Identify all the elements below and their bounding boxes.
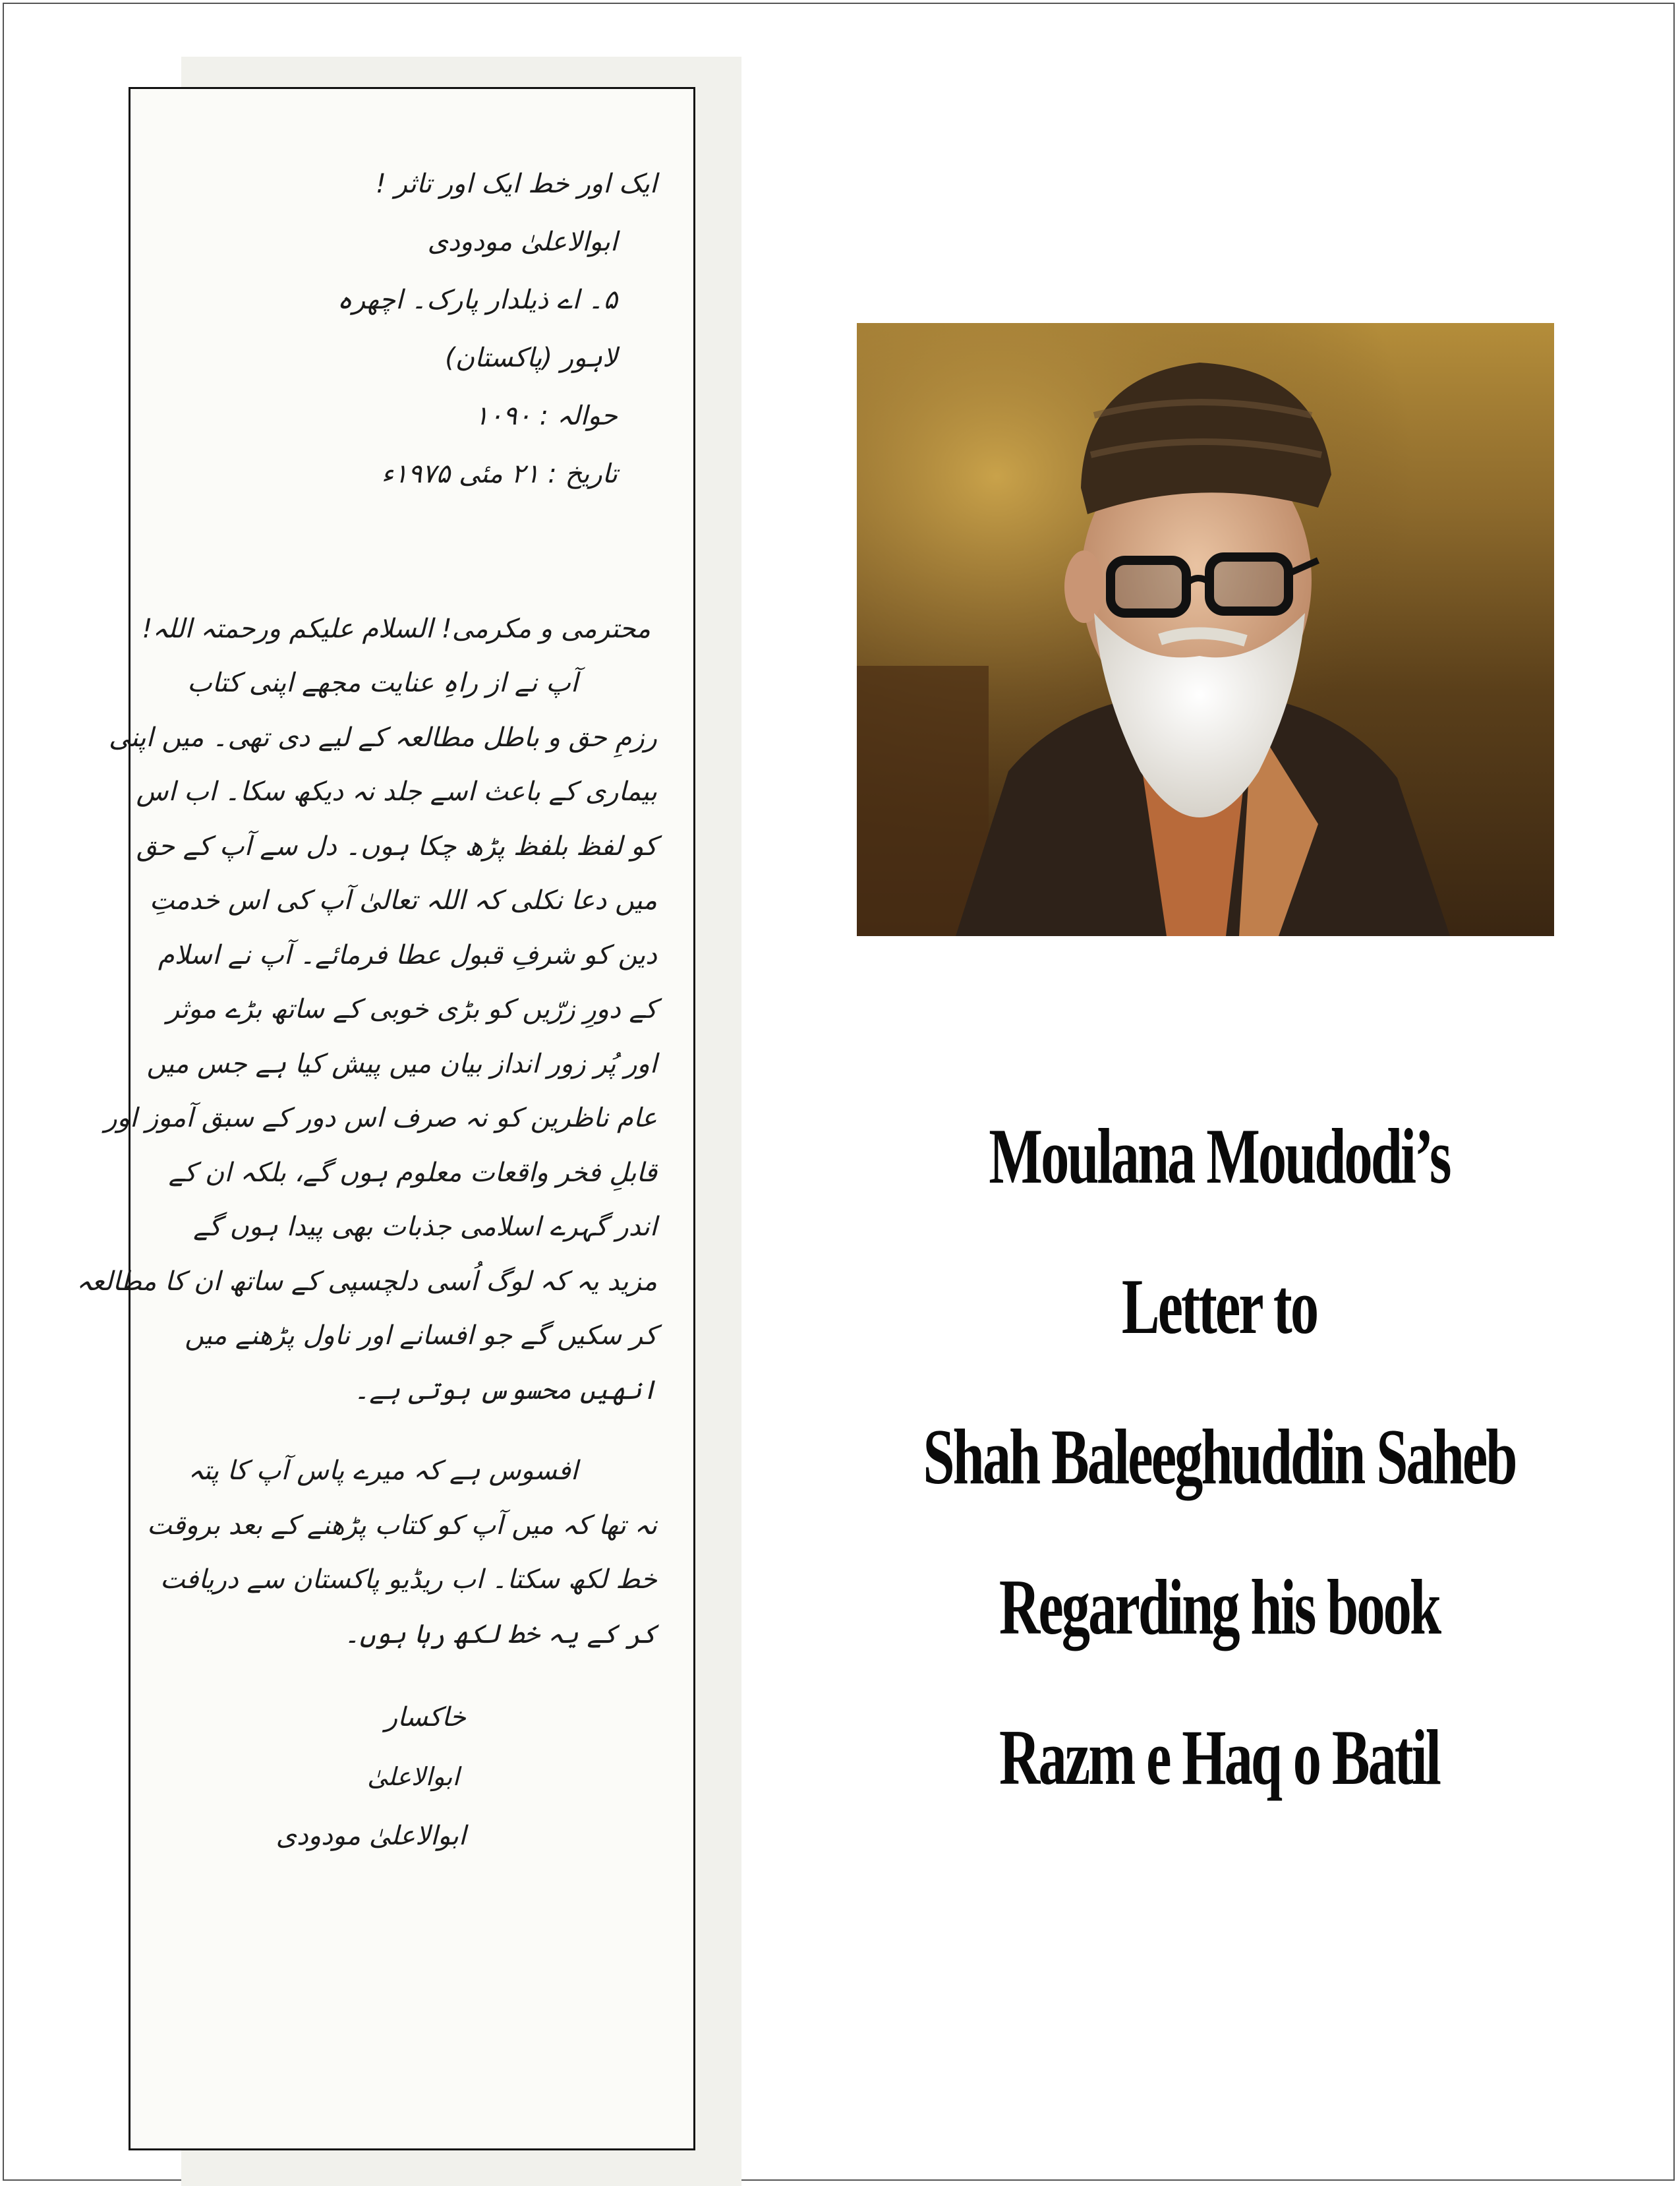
title-line: Regarding his book — [999, 1563, 1440, 1651]
portrait-illustration — [857, 323, 1554, 936]
letter-reference: حوالہ : ۱۰۹۰ — [475, 401, 618, 431]
letter-date: تاریخ : ۲۱ مئی ۱۹۷۵ء — [381, 459, 618, 489]
title-line: Moulana Moudodi’s — [989, 1112, 1450, 1200]
letter-signature: ابوالاعلیٰ — [367, 1762, 459, 1791]
letterhead-city: لاہور (پاکستان) — [445, 343, 618, 373]
letter-line: افسوس ہے کہ میرے پاس آپ کا پتہ — [188, 1456, 578, 1486]
letter-line: بیماری کے باعث اسے جلد نہ دیکھ سکا۔ اب اس — [136, 777, 657, 807]
glasses-icon — [1111, 557, 1318, 613]
letter-line: اور پُر زور انداز بیان میں پیش کیا ہے جس میں — [146, 1048, 657, 1079]
letter-scan — [76, 87, 695, 2150]
letterhead-name: ابوالاعلیٰ مودودی — [427, 227, 618, 257]
title-line: Shah Baleeghuddin Saheb — [923, 1413, 1516, 1500]
letter-closing: خاکسار — [384, 1702, 466, 1732]
letter-line: مزید یہ کہ لوگ اُسی دلچسپی کے ساتھ ان کا مطالعہ — [76, 1266, 657, 1297]
letter-line: کو لفظ بلفظ پڑھ چکا ہوں۔ دل سے آپ کے حق — [136, 831, 657, 862]
letter-line: دین کو شرفِ قبول عطا فرمائے۔ آپ نے اسلام — [158, 939, 657, 970]
letter-line: خط لکھ سکتا۔ اب ریڈیو پاکستان سے دریافت — [159, 1564, 657, 1595]
letter-line: کر کے یہ خط لکھ رہا ہوں۔ — [344, 1618, 657, 1649]
letter-line: نہ تھا کہ میں آپ کو کتاب پڑھنے کے بعد بروقت — [147, 1510, 657, 1541]
letter-line: کے دورِ زرّیں کو بڑی خوبی کے ساتھ بڑے موثر — [166, 994, 657, 1024]
title-line: Letter to — [1121, 1262, 1318, 1350]
letter-salutation: محترمی و مکرمی! السلام علیکم ورحمتہ اللہ! — [142, 614, 651, 644]
title-line: Razm e Haq o Batil — [999, 1713, 1440, 1801]
letter-line: میں دعا نکلی کہ اللہ تعالیٰ آپ کی اس خدمتِ — [149, 885, 657, 916]
letter-body — [76, 155, 657, 2109]
letter-line: عام ناظرین کو نہ صرف اس دور کے سبق آموز اور — [104, 1103, 657, 1133]
letterhead-address: ۵۔ اے ذیلدار پارک۔ اچھرہ — [337, 285, 618, 315]
letter-sender-name: ابوالاعلیٰ مودودی — [275, 1821, 466, 1851]
letter-heading: ایک اور خط ایک اور تاثر ! — [375, 169, 657, 199]
letter-line: آپ نے از راہِ عنایت مجھے اپنی کتاب — [187, 668, 578, 698]
portrait-photo — [857, 323, 1554, 936]
document-title — [791, 1081, 1648, 1833]
letter-line: اندر گہرے اسلامی جذبات بھی پیدا ہوں گے — [193, 1212, 657, 1242]
letter-line: کر سکیں گے جو افسانے اور ناول پڑھنے میں — [185, 1320, 657, 1351]
letter-line: قابلِ فخر واقعات معلوم ہوں گے، بلکہ ان کے — [168, 1157, 657, 1188]
letter-line: انھیں محسوس ہوتی ہے۔ — [353, 1374, 657, 1405]
letter-line: رزمِ حق و باطل مطالعہ کے لیے دی تھی۔ میں اپنی — [109, 722, 657, 753]
